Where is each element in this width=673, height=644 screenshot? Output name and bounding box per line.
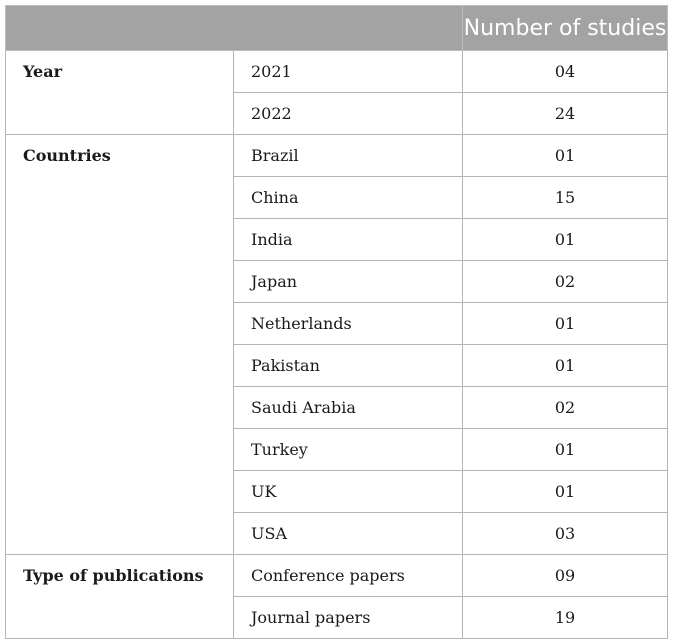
group-label: Countries	[6, 135, 234, 555]
count-cell: 02	[463, 261, 668, 303]
item-cell: Pakistan	[234, 345, 463, 387]
table-body	[6, 51, 668, 639]
item-cell: Turkey	[234, 429, 463, 471]
group-label: Year	[6, 51, 234, 135]
studies-table	[5, 5, 668, 639]
item-cell: Brazil	[234, 135, 463, 177]
table-row	[6, 135, 668, 177]
count-cell: 09	[463, 555, 668, 597]
item-cell: USA	[234, 513, 463, 555]
item-cell: India	[234, 219, 463, 261]
item-cell: Conference papers	[234, 555, 463, 597]
count-cell: 02	[463, 387, 668, 429]
item-cell: 2021	[234, 51, 463, 93]
item-cell: UK	[234, 471, 463, 513]
count-cell: 01	[463, 471, 668, 513]
count-cell: 01	[463, 345, 668, 387]
item-cell: China	[234, 177, 463, 219]
count-cell: 01	[463, 135, 668, 177]
count-cell: 24	[463, 93, 668, 135]
item-cell: Saudi Arabia	[234, 387, 463, 429]
item-cell: Netherlands	[234, 303, 463, 345]
count-cell: 03	[463, 513, 668, 555]
table-row	[6, 51, 668, 93]
header-blank-cell	[6, 6, 463, 51]
count-cell: 19	[463, 597, 668, 639]
header-title: Number of studies	[463, 6, 668, 51]
group-label: Type of publications	[6, 555, 234, 639]
header-row	[6, 6, 668, 51]
item-cell: Journal papers	[234, 597, 463, 639]
table-header	[6, 6, 668, 51]
count-cell: 04	[463, 51, 668, 93]
count-cell: 15	[463, 177, 668, 219]
count-cell: 01	[463, 219, 668, 261]
table-row	[6, 555, 668, 597]
item-cell: Japan	[234, 261, 463, 303]
count-cell: 01	[463, 303, 668, 345]
item-cell: 2022	[234, 93, 463, 135]
count-cell: 01	[463, 429, 668, 471]
table-container	[5, 5, 667, 639]
